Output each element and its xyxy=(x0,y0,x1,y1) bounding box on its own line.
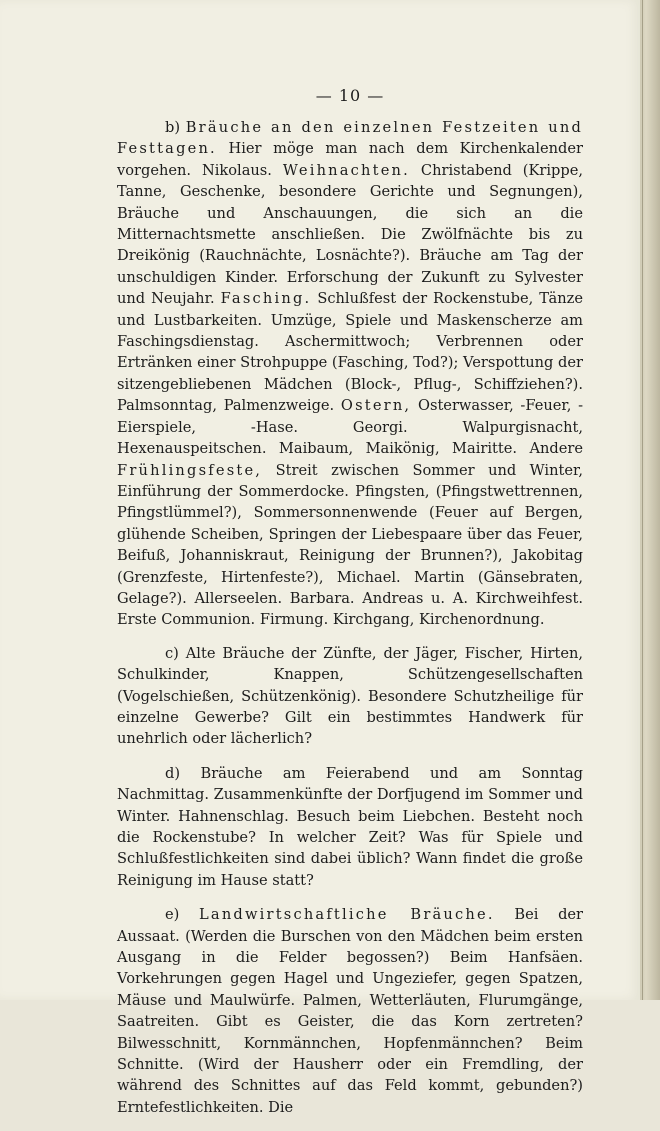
section-b-text-2: Christabend (Krippe, Tanne, Geschenke, besondere Gerichte und Segnungen), Bräuche und Anschauungen, die sich an die Mitternachtsmette anschließen. Die Zwölfnächte bis zu Dreikönig (Rauchnächte, Losnächte?). Bräuche am Tag der unschuldigen Kinder. Erforschung der Zukunft zu Sylvester und Neujahr. xyxy=(117,161,584,308)
section-e-heading: Landwirtschaftliche Bräuche. xyxy=(199,906,495,924)
section-d-text: Bräuche am Feierabend und am Sonntag Nachmittag. Zusammenkünfte der Dorfjugend im Sommer und Winter. Hahnenschlag. Besuch beim Liebchen. Besteht noch die Rockenstube? In welcher Zeit? Was für Spiele und Schlußfestlichkeiten sind dabei üblich? Wann findet die große Reinigung im Hause statt? xyxy=(117,764,584,889)
section-d-label: d) xyxy=(165,764,181,782)
section-b-text-3: Schlußfest der Rockenstube, Tänze und Lustbarkeiten. Umzüge, Spiele und Maskenscherze am Faschingsdienstag. Aschermittwoch; Verbrennen oder Ertränken einer Strohpuppe (Fasching, Tod?); Verspottung der sitzengebliebenen Mädchen (Block-, Pflug-, Schiffziehen?). Palmsonntag, Palmenzweige. xyxy=(117,290,583,415)
page-number: — 10 — xyxy=(315,86,385,105)
section-b-label: b) xyxy=(165,119,181,136)
section-b-paragraph xyxy=(117,117,583,631)
section-e-paragraph xyxy=(117,904,583,1118)
section-d-paragraph xyxy=(117,763,583,891)
section-b-text-4: Osterwasser, -Feuer, -Eierspiele, -Hase. Georgi. Walpurgisnacht, Hexenauspeitschen. Maibaum, Maikönig, Mairitte. Andere xyxy=(117,397,584,458)
ostern-heading: Ostern, xyxy=(340,397,412,415)
book-binding-edge xyxy=(640,0,660,1000)
section-b-text-1: Hier möge man nach dem Kirchenkalender vorgehen. Nikolaus. xyxy=(117,140,584,179)
page-text xyxy=(117,117,583,1131)
section-e-text: Bei der Aussaat. (Werden die Burschen von den Mädchen beim ersten Ausgang in die Felder begossen?) Beim Hanfsäen. Vorkehrungen gegen Hagel und Ungeziefer, gegen Spatzen, Mäuse und Maulwürfe. Palmen, Wetterläuten, Flurumgänge, Saatreiten. Gibt es Geister, die das Korn zertreten? Bilwesschnitt, Kornmännchen, Hopfenmännchen? Beim Schnitte. (Wird der Hausherr oder ein Fremdling, der während des Schnittes auf das Feld kommt, gebunden?) Erntefestlichkeiten. Die xyxy=(117,906,584,1116)
section-e-label: e) xyxy=(165,906,180,924)
fasching-heading: Fasching. xyxy=(220,290,312,308)
section-b-heading: Bräuche an den einzelnen Festzeiten und Festtagen. xyxy=(117,119,583,158)
section-b-text-5: Streit zwischen Sommer und Winter, Einführung der Sommerdocke. Pfingsten, (Pfingstwettrennen, Pfingstlümmel?), Sommersonnenwende (Feuer auf Bergen, glühende Scheiben, Springen der Liebespaare über das Feuer, Beifuß, Johanniskraut, Reinigung der Brunnen?), Jakobitag (Grenzfeste, Hirtenfeste?), Michael. Martin (Gänsebraten, Gelage?). Allerseelen. Barbara. Andreas u. A. Kirchweihfest. Erste Communion. Firmung. Kirchgang, Kirchenordnung. xyxy=(117,461,584,629)
weihnachten-heading: Weihnachten. xyxy=(282,161,410,179)
fruehlingsfeste-heading: Frühlingsfeste, xyxy=(117,461,263,479)
section-c-paragraph xyxy=(117,643,583,750)
section-c-text: Alte Bräuche der Zünfte, der Jäger, Fischer, Hirten, Schulkinder, Knappen, Schützengesellschaften (Vogelschießen, Schützenkönig). Besondere Schutzheilige für einzelne Gewerbe? Gilt ein bestimmtes Handwerk für unehrlich oder lächerlich? xyxy=(117,644,584,748)
section-c-label: c) xyxy=(165,644,179,662)
